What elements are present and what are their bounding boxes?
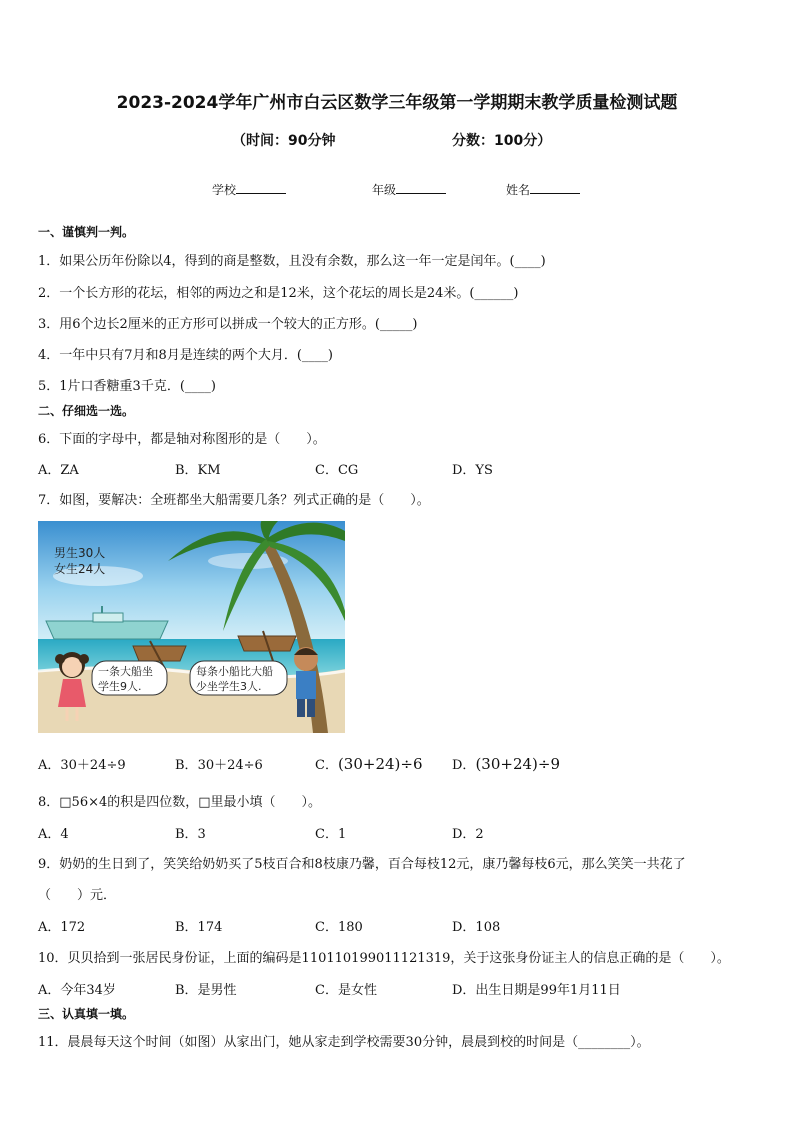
question-9: 9．奶奶的生日到了，笑笑给奶奶买了5枝百合和8枝康乃馨，百合每枝12元，康乃馨每枝6元，那么笑笑一共花了 <box>38 857 686 872</box>
option-d-expression: (30+24)÷9 <box>475 755 560 773</box>
option-d: D．108 <box>452 920 501 935</box>
question-7: 7．如图，要解决：全班都坐大船需要几条？列式正确的是（ ）。 <box>38 493 430 508</box>
school-label: 学校 <box>212 183 237 197</box>
girls-count: 女生24人 <box>54 562 106 576</box>
option-c-expression: (30+24)÷6 <box>337 755 423 773</box>
question-10-options <box>38 979 778 999</box>
question-7-options <box>38 754 778 774</box>
exam-time: （时间：90分钟 <box>232 133 336 149</box>
option-c: C．180 <box>315 920 363 935</box>
option-b: B．是男性 <box>175 983 237 998</box>
bubble-left-line-2: 学生9人. <box>98 680 142 693</box>
grade-blank <box>396 181 446 194</box>
option-d: D．2 <box>452 827 484 842</box>
option-c: C．CG <box>315 463 359 478</box>
option-b: B．3 <box>175 827 206 842</box>
option-c: C．1 <box>315 827 347 842</box>
name-field <box>506 181 580 198</box>
speech-bubble-right <box>190 661 287 695</box>
question-6-options <box>38 459 778 479</box>
question-8-options <box>38 823 778 843</box>
option-d: D．出生日期是99年1月11日 <box>452 983 621 998</box>
option-a <box>38 754 126 773</box>
question-3: 3．用6个边长2厘米的正方形可以拼成一个较大的正方形。(_____) <box>38 317 418 332</box>
option-a: A．172 <box>38 920 86 935</box>
question-8: 8．□56×4的积是四位数，□里最小填（ ）。 <box>38 795 322 810</box>
section-heading-choose: 二、仔细选一选。 <box>38 404 135 418</box>
question-6: 6．下面的字母中，都是轴对称图形的是（ ）。 <box>38 432 326 447</box>
page-title: 2023-2024学年广州市白云区数学三年级第一学期期末教学质量检测试题 <box>116 93 678 113</box>
boys-count: 男生30人 <box>54 546 106 560</box>
option-b-label: B． <box>175 758 198 773</box>
question-9-continued: （ ）元． <box>38 888 117 903</box>
question-1: 1．如果公历年份除以4，得到的商是整数，且没有余数，那么这一年一定是闰年。(____) <box>38 254 546 269</box>
option-b <box>175 754 263 773</box>
school-field <box>212 181 286 198</box>
section-heading-judge: 一、谨慎判一判。 <box>38 225 135 239</box>
option-a: A．4 <box>38 827 69 842</box>
option-b: B．174 <box>175 920 223 935</box>
question-5: 5．1片口香糖重3千克．(____) <box>38 379 216 394</box>
bubble-left-line-1: 一条大船坐 <box>98 665 153 678</box>
option-b: B．KM <box>175 463 221 478</box>
school-blank <box>236 181 286 194</box>
name-label: 姓名 <box>506 183 531 197</box>
option-a: A．ZA <box>38 463 79 478</box>
option-d-label: D． <box>452 758 476 773</box>
beach-illustration <box>38 521 345 733</box>
bubble-right-line-2: 少坐学生3人. <box>196 680 262 693</box>
option-c <box>315 754 423 773</box>
question-11: 11．晨晨每天这个时间（如图）从家出门，她从家走到学校需要30分钟，晨晨到校的时间是（________）。 <box>38 1035 650 1050</box>
option-c: C．是女性 <box>315 983 377 998</box>
option-a-label: A． <box>38 758 61 773</box>
exam-score: 分数：100分） <box>452 133 552 149</box>
option-c-label: C． <box>315 758 338 773</box>
question-2: 2．一个长方形的花坛，相邻的两边之和是12米，这个花坛的周长是24米。(______) <box>38 286 519 301</box>
option-b-expression: 30＋24÷6 <box>197 758 263 773</box>
grade-label: 年级 <box>372 183 397 197</box>
bubble-right-line-1: 每条小船比大船 <box>196 665 273 678</box>
option-a: A．今年34岁 <box>38 983 116 998</box>
option-d: D．YS <box>452 463 493 478</box>
question-10: 10．贝贝拾到一张居民身份证，上面的编码是110110199011121319，关于这张身份证主人的信息正确的是（ ）。 <box>38 951 730 966</box>
section-heading-fill: 三、认真填一填。 <box>38 1007 135 1021</box>
speech-bubble-left <box>92 661 167 695</box>
name-blank <box>530 181 580 194</box>
question-9-options <box>38 916 778 936</box>
option-d <box>452 754 560 773</box>
question-4: 4．一年中只有7月和8月是连续的两个大月．(____) <box>38 348 333 363</box>
grade-field <box>372 181 446 198</box>
option-a-expression: 30＋24÷9 <box>60 758 126 773</box>
